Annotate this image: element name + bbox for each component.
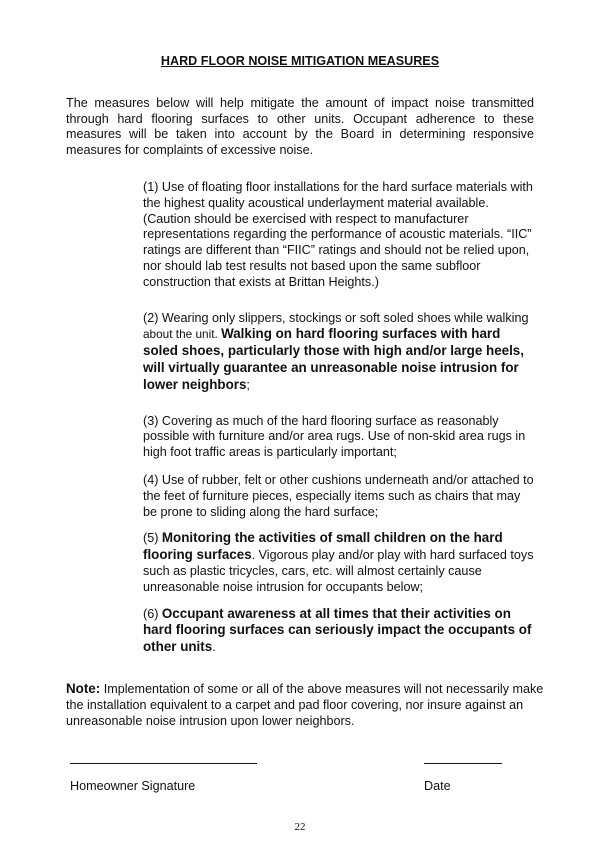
measure-text: (2) Wearing only slippers, stockings or soft soled shoes while walking [143, 310, 529, 325]
page-number: 22 [294, 821, 306, 834]
measure-text: . Vigorous play and/or play with hard surfaced toys such as plastic tricycles, cars, etc. will almost certainly cause unreasonable noise intrusion for occupants below; [143, 548, 534, 594]
measure-3: (3) Covering as much of the hard flooring surface as reasonably possible with furniture and/or area rugs. Use of non-skid area rugs in high foot traffic areas is particularly important; [143, 413, 526, 460]
measure-text: . [212, 640, 216, 655]
date-line [424, 763, 502, 764]
measure-4: (4) Use of rubber, felt or other cushions underneath and/or attached to the feet of furniture pieces, especially items such as chairs that may be prone to sliding along the hard surface; [143, 472, 534, 519]
measure-2 [143, 311, 535, 394]
measure-emphasis: Monitoring the activities of small children on the hard flooring surfaces [143, 530, 503, 563]
signature-line [70, 763, 257, 764]
date-label: Date [424, 779, 451, 794]
intro-paragraph: The measures below will help mitigate the amount of impact noise transmitted through hard flooring surfaces to other units. Occupant adherence to these measures will be taken into account by the Board in determining responsive measures for complaints of excessive noise. [66, 95, 534, 158]
note-label: Note: [66, 680, 101, 696]
measure-text: (6) [143, 606, 162, 621]
measure-text: ; [246, 377, 250, 392]
signature-label: Homeowner Signature [70, 779, 196, 794]
measure-text: about the unit. [143, 327, 222, 342]
measure-5 [143, 530, 535, 595]
measure-1: (1) Use of floating floor installations for the hard surface materials with the highest quality acoustical underlayment material available. (Caution should be exercised with respect to manufacturer representations regarding the performance of acoustic materials. “IIC” ratings are different than “FIIC” ratings and should not be relied upon, nor should lab test results not based upon the same subfloor construction that exists at Brittan Heights.) [143, 179, 533, 289]
note-paragraph [66, 681, 546, 729]
signature-row [0, 763, 600, 795]
measure-6 [143, 606, 535, 656]
measure-emphasis: Walking on hard flooring surfaces with hard soled shoes, particularly those with high and/or large heels, will virtually guarantee an unreasonable noise intrusion for lower neighbors [143, 326, 524, 392]
measure-text: (5) [143, 531, 162, 546]
page-title: HARD FLOOR NOISE MITIGATION MEASURES [160, 54, 440, 68]
note-text: Implementation of some or all of the above measures will not necessarily make the installation equivalent to a carpet and pad floor covering, nor insure against an unreasonable noise intrusion upon lower neighbors. [66, 681, 544, 728]
measure-emphasis: Occupant awareness at all times that their activities on hard flooring surfaces can seriously impact the occupants of other units [143, 605, 532, 655]
